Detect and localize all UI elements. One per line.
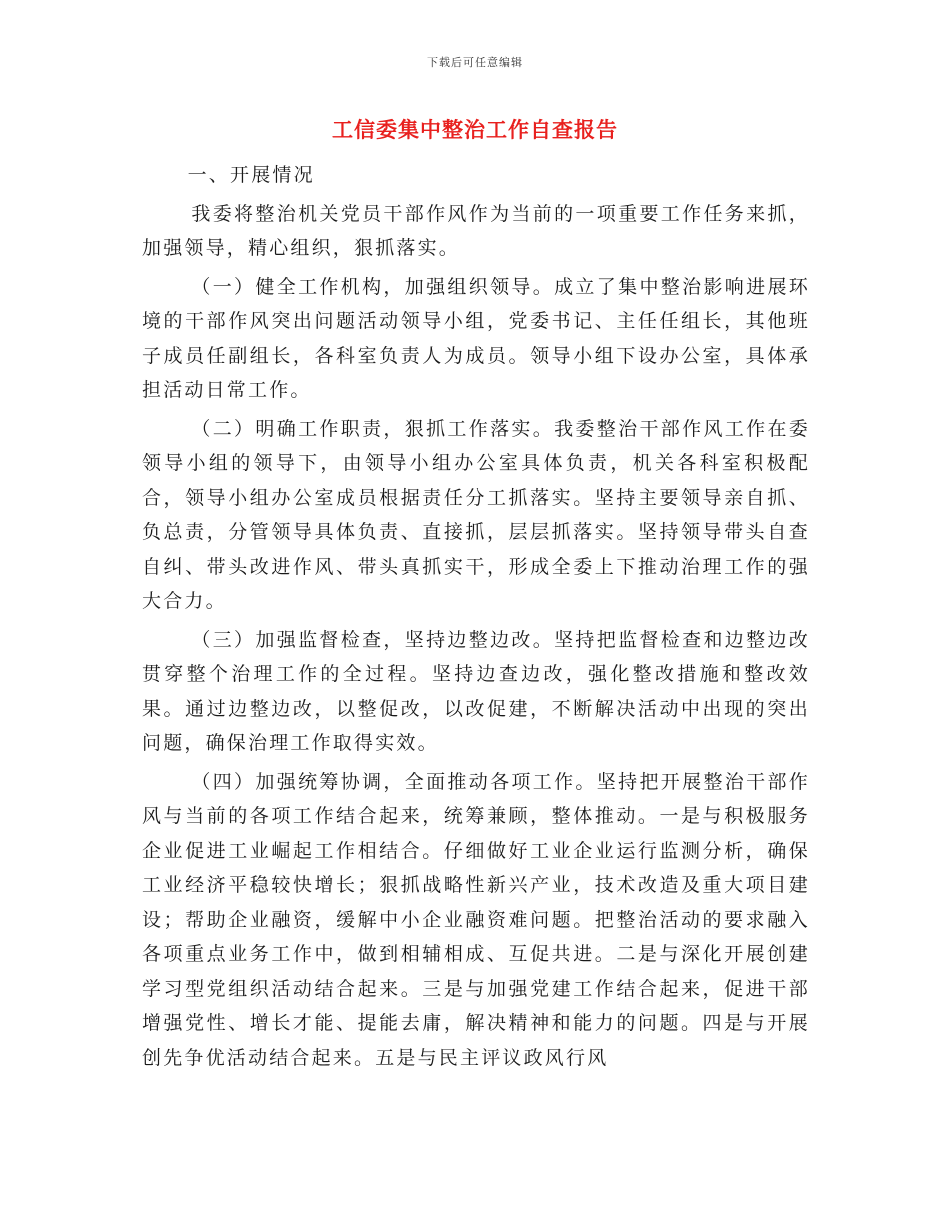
paragraph-item-1: （一）健全工作机构，加强组织领导。成立了集中整治影响进展环境的干部作风突出问题活动领导小组，党委书记、主任任组长，其他班子成员任副组长，各科室负责人为成员。领导小组下设办公室，具体承担活动日常工作。 (142, 275, 810, 401)
document-title: 工信委集中整治工作自查报告 (332, 117, 618, 142)
paragraph-intro: 我委将整治机关党员干部作风作为当前的一项重要工作任务来抓，加强领导，精心组织，狠抓落实。 (142, 202, 810, 259)
header-note: 下载后可任意编辑 (427, 56, 523, 69)
paragraph-item-3: （三）加强监督检查，坚持边整边改。坚持把监督检查和边整边改贯穿整个治理工作的全过程。坚持边查边改，强化整改措施和整改效果。通过边整边改，以整促改，以改促建，不断解决活动中出现的突出问题，确保治理工作取得实效。 (142, 628, 810, 754)
paragraph-item-4: （四）加强统筹协调，全面推动各项工作。坚持把开展整治干部作风与当前的各项工作结合起来，统筹兼顾，整体推动。一是与积极服务企业促进工业崛起工作相结合。仔细做好工业企业运行监测分析，确保工业经济平稳较快增长；狠抓战略性新兴产业，技术改造及重大项目建设；帮助企业融资，缓解中小企业融资难问题。把整治活动的要求融入各项重点业务工作中，做到相辅相成、互促共进。二是与深化开展创建学习型党组织活动结合起来。三是与加强党建工作结合起来，促进干部增强党性、增长才能、提能去庸，解决精神和能力的问题。四是与开展创先争优活动结合起来。五是与民主评议政风行风 (142, 770, 810, 1069)
paragraph-item-2: （二）明确工作职责，狠抓工作落实。我委整治干部作风工作在委领导小组的领导下，由领导小组办公室具体负责，机关各科室积极配合，领导小组办公室成员根据责任分工抓落实。坚持主要领导亲自抓、负总责，分管领导具体负责、直接抓，层层抓落实。坚持领导带头自查自纠、带头改进作风、带头真抓实干，形成全委上下推动治理工作的强大合力。 (142, 417, 810, 612)
section-heading: 一、开展情况 (187, 164, 315, 186)
document-body (142, 158, 810, 1079)
